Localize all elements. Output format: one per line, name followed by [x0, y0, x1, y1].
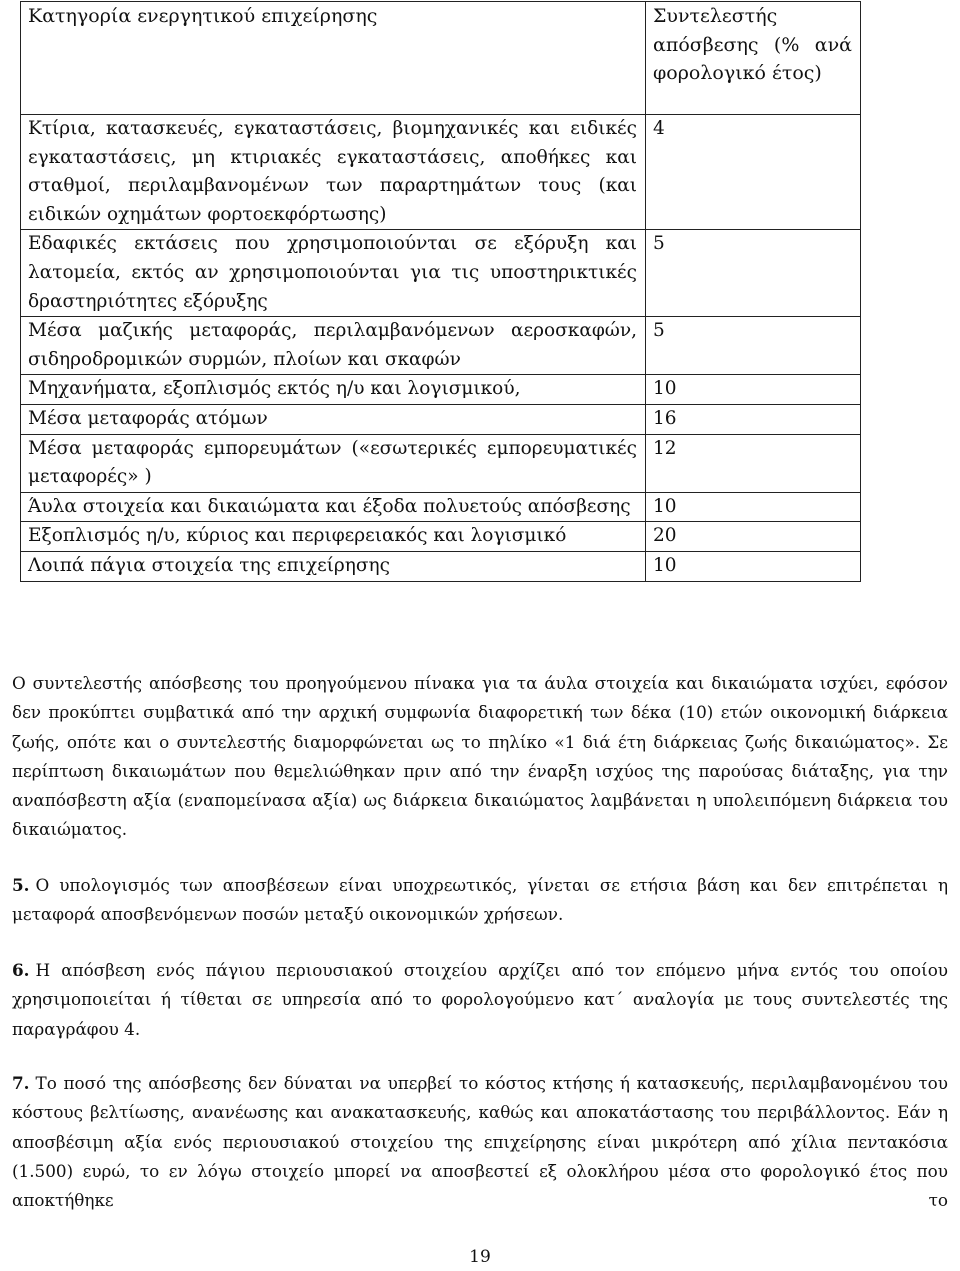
table-header-row [21, 2, 861, 115]
category-cell: Άυλα στοιχεία και δικαιώματα και έξοδα πολυετούς απόσβεσης [21, 492, 646, 522]
rate-cell: 10 [646, 551, 861, 581]
table-row [21, 115, 861, 230]
paragraph-text: Το ποσό της απόσβεσης δεν δύναται να υπερβεί το κόστος κτήσης ή κατασκευής, περιλαμβανομένου του κόστους βελτίωσης, ανανέωσης και ανακατασκευής, καθώς και αποκατάστασης του περιβάλλοντος. Εάν η αποσβέσιμη αξία ενός περιουσιακού στοιχείου της επιχείρησης είναι μικρότερη από χίλια πεντακόσια (1.500) ευρώ, το εν λόγω στοιχείο μπορεί να αποσβεστεί εξ ολοκλήρου μέσα στο φορολογικό έτος που αποκτήθηκε το [12, 1073, 948, 1211]
paragraph-7 [12, 1069, 948, 1215]
paragraph-5 [12, 871, 948, 930]
category-cell: Μέσα μεταφοράς εμπορευμάτων («εσωτερικές εμπορευματικές μεταφορές» ) [21, 434, 646, 492]
category-cell: Εξοπλισμός η/υ, κύριος και περιφερειακός και λογισμικό [21, 522, 646, 552]
depreciation-rates-table [20, 1, 861, 582]
category-cell: Κτίρια, κατασκευές, εγκαταστάσεις, βιομηχανικές και ειδικές εγκαταστάσεις, μη κτιριακές εγκαταστάσεις, αποθήκες και σταθμοί, περιλαμβανομένων των παραρτημάτων τους (και ειδικών οχημάτων φορτοεκφόρτωσης) [21, 115, 646, 230]
category-cell: Μέσα μεταφοράς ατόμων [21, 404, 646, 434]
table-row [21, 375, 861, 405]
paragraph-text: Η απόσβεση ενός πάγιου περιουσιακού στοιχείου αρχίζει από τον επόμενο μήνα εντός του οποίου χρησιμοποιείται ή τίθεται σε υπηρεσία από το φορολογούμενο κατ΄ αναλογία με τους συντελεστές της παραγράφου 4. [12, 960, 948, 1039]
category-cell: Μηχανήματα, εξοπλισμός εκτός η/υ και λογισμικού, [21, 375, 646, 405]
page-number: 19 [469, 1247, 491, 1267]
paragraph-number: 7. [12, 1073, 30, 1093]
paragraph-number: 6. [12, 960, 30, 980]
table-row [21, 230, 861, 317]
rate-cell: 16 [646, 404, 861, 434]
rate-cell: 12 [646, 434, 861, 492]
intro-paragraph: Ο συντελεστής απόσβεσης του προηγούμενου πίνακα για τα άυλα στοιχεία και δικαιώματα ισχύει, εφόσον δεν προκύπτει συμβατικά από την αρχική συμφωνία διαφορετική των δέκα (10) ετών οικονομική διάρκεια ζωής, οπότε και ο συντελεστής διαμορφώνεται ως το πηλίκο «1 διά έτη διάρκειας ζωής δικαιώματος». Σε περίπτωση δικαιωμάτων που θεμελιώθηκαν πριν από την έναρξη ισχύος της παρούσας διάταξης, για την αναπόσβεστη αξία (εναπομείνασα αξία) ως διάρκεια δικαιώματος λαμβάνεται η υπολειπόμενη διάρκεια του δικαιώματος. [12, 673, 948, 840]
header-rate: Συντελεστής απόσβεσης (% ανά φορολογικό έτος) [646, 2, 861, 115]
rate-cell: 5 [646, 230, 861, 317]
header-category: Κατηγορία ενεργητικού επιχείρησης [21, 2, 646, 115]
table-row [21, 492, 861, 522]
table-row [21, 434, 861, 492]
category-cell: Μέσα μαζικής μεταφοράς, περιλαμβανόμενων αεροσκαφών, σιδηροδρομικών συρμών, πλοίων και σκαφών [21, 317, 646, 375]
table-row [21, 404, 861, 434]
category-cell: Εδαφικές εκτάσεις που χρησιμοποιούνται σε εξόρυξη και λατομεία, εκτός αν χρησιμοποιούνται για τις υποστηρικτικές δραστηριότητες εξόρυξης [21, 230, 646, 317]
rate-cell: 10 [646, 375, 861, 405]
category-cell: Λοιπά πάγια στοιχεία της επιχείρησης [21, 551, 646, 581]
rate-cell: 10 [646, 492, 861, 522]
table-row [21, 317, 861, 375]
rate-cell: 5 [646, 317, 861, 375]
table-row [21, 551, 861, 581]
rate-cell: 20 [646, 522, 861, 552]
paragraph-number: 5. [12, 875, 30, 895]
rate-cell: 4 [646, 115, 861, 230]
paragraph-6 [12, 956, 948, 1044]
table-row [21, 522, 861, 552]
paragraph-text: Ο υπολογισμός των αποσβέσεων είναι υποχρεωτικός, γίνεται σε ετήσια βάση και δεν επιτρέπεται η μεταφορά αποσβενόμενων ποσών μεταξύ οικονομικών χρήσεων. [12, 875, 948, 925]
